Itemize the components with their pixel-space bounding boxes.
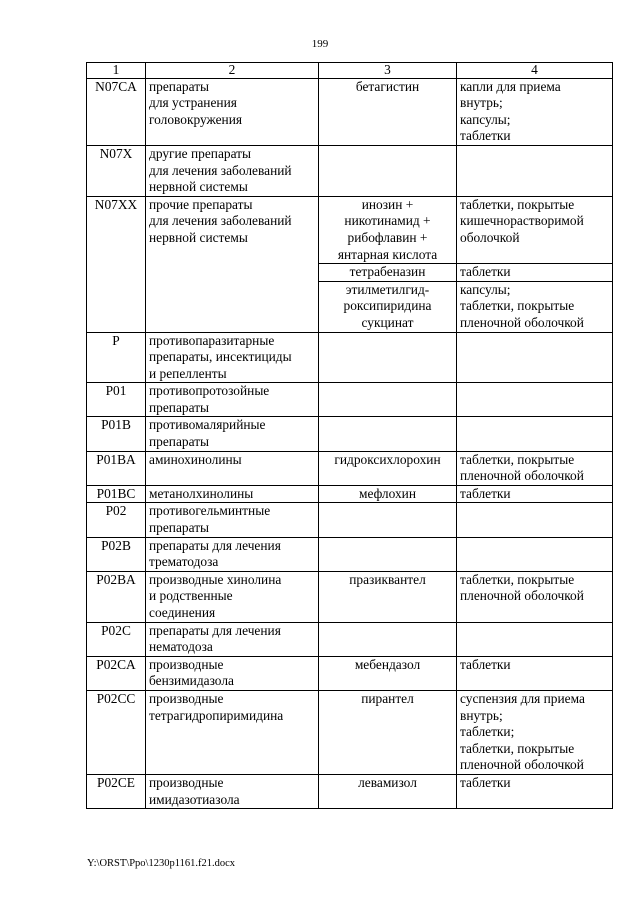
table-row xyxy=(87,78,613,145)
dosage-form-cell: таблетки, покрытые кишечнорастворимой оболочкой xyxy=(457,196,613,263)
inn-cell: пирантел xyxy=(319,690,457,774)
column-header: 4 xyxy=(457,63,613,79)
table-body xyxy=(87,78,613,809)
dosage-form-cell xyxy=(457,417,613,451)
table-row xyxy=(87,537,613,571)
inn-cell xyxy=(319,332,457,383)
column-header: 2 xyxy=(146,63,319,79)
atc-code-cell: P02C xyxy=(87,622,146,656)
dosage-form-cell: таблетки, покрытые пленочной оболочкой xyxy=(457,571,613,622)
table-row xyxy=(87,571,613,622)
group-name-cell: противопротозойные препараты xyxy=(146,383,319,417)
table-row xyxy=(87,383,613,417)
table-row xyxy=(87,332,613,383)
inn-cell xyxy=(319,145,457,196)
table-row xyxy=(87,503,613,537)
dosage-form-cell xyxy=(457,145,613,196)
page-number: 199 xyxy=(311,38,329,50)
group-name-cell: противопаразитарные препараты, инсектициды и репелленты xyxy=(146,332,319,383)
inn-cell: мефлохин xyxy=(319,485,457,503)
table-row xyxy=(87,690,613,774)
atc-code-cell: P02B xyxy=(87,537,146,571)
atc-code-cell: N07XX xyxy=(87,196,146,332)
table-row xyxy=(87,451,613,485)
inn-cell: гидроксихлорохин xyxy=(319,451,457,485)
dosage-form-cell: таблетки xyxy=(457,774,613,808)
group-name-cell: препараты для устранения головокружения xyxy=(146,78,319,145)
table-row xyxy=(87,417,613,451)
dosage-form-cell: суспензия для приема внутрь; таблетки; таблетки, покрытые пленочной оболочкой xyxy=(457,690,613,774)
atc-code-cell: P01BC xyxy=(87,485,146,503)
inn-cell: этилметилгид- роксипиридина сукцинат xyxy=(319,281,457,332)
atc-code-cell: N07CA xyxy=(87,78,146,145)
group-name-cell: производные тетрагидропиримидина xyxy=(146,690,319,774)
inn-cell xyxy=(319,537,457,571)
group-name-cell: препараты для лечения трематодоза xyxy=(146,537,319,571)
inn-cell: инозин + никотинамид + рибофлавин + янтарная кислота xyxy=(319,196,457,263)
dosage-form-cell: таблетки, покрытые пленочной оболочкой xyxy=(457,451,613,485)
atc-code-cell: P02 xyxy=(87,503,146,537)
atc-code-cell: P01B xyxy=(87,417,146,451)
group-name-cell: производные хинолина и родственные соединения xyxy=(146,571,319,622)
group-name-cell: производные бензимидазола xyxy=(146,656,319,690)
dosage-form-cell xyxy=(457,332,613,383)
drug-table xyxy=(86,62,613,809)
atc-code-cell: P02CA xyxy=(87,656,146,690)
file-path-footer: Y:\ORST\Ppo\1230p1161.f21.docx xyxy=(87,858,235,869)
inn-cell xyxy=(319,503,457,537)
group-name-cell: аминохинолины xyxy=(146,451,319,485)
table-row xyxy=(87,622,613,656)
dosage-form-cell: таблетки xyxy=(457,264,613,282)
column-header: 3 xyxy=(319,63,457,79)
inn-cell xyxy=(319,622,457,656)
inn-cell xyxy=(319,383,457,417)
dosage-form-cell: таблетки xyxy=(457,485,613,503)
dosage-form-cell: таблетки xyxy=(457,656,613,690)
atc-code-cell: P02CC xyxy=(87,690,146,774)
atc-code-cell: P01BA xyxy=(87,451,146,485)
inn-cell: бетагистин xyxy=(319,78,457,145)
atc-code-cell: P01 xyxy=(87,383,146,417)
atc-code-cell: P02CE xyxy=(87,774,146,808)
table-row xyxy=(87,196,613,263)
table-row xyxy=(87,145,613,196)
group-name-cell: противомалярийные препараты xyxy=(146,417,319,451)
dosage-form-cell xyxy=(457,503,613,537)
inn-cell: празиквантел xyxy=(319,571,457,622)
table-row xyxy=(87,774,613,808)
header-row xyxy=(87,63,613,79)
table-row xyxy=(87,485,613,503)
atc-code-cell: P xyxy=(87,332,146,383)
inn-cell: тетрабеназин xyxy=(319,264,457,282)
table-row xyxy=(87,656,613,690)
column-header: 1 xyxy=(87,63,146,79)
dosage-form-cell xyxy=(457,383,613,417)
inn-cell: мебендазол xyxy=(319,656,457,690)
group-name-cell: производные имидазотиазола xyxy=(146,774,319,808)
dosage-form-cell: капсулы; таблетки, покрытые пленочной оболочкой xyxy=(457,281,613,332)
dosage-form-cell xyxy=(457,622,613,656)
atc-code-cell: N07X xyxy=(87,145,146,196)
group-name-cell: метанолхинолины xyxy=(146,485,319,503)
group-name-cell: противогельминтные препараты xyxy=(146,503,319,537)
group-name-cell: препараты для лечения нематодоза xyxy=(146,622,319,656)
inn-cell: левамизол xyxy=(319,774,457,808)
group-name-cell: прочие препараты для лечения заболеваний нервной системы xyxy=(146,196,319,332)
dosage-form-cell xyxy=(457,537,613,571)
atc-code-cell: P02BA xyxy=(87,571,146,622)
dosage-form-cell: капли для приема внутрь; капсулы; таблетки xyxy=(457,78,613,145)
inn-cell xyxy=(319,417,457,451)
group-name-cell: другие препараты для лечения заболеваний нервной системы xyxy=(146,145,319,196)
